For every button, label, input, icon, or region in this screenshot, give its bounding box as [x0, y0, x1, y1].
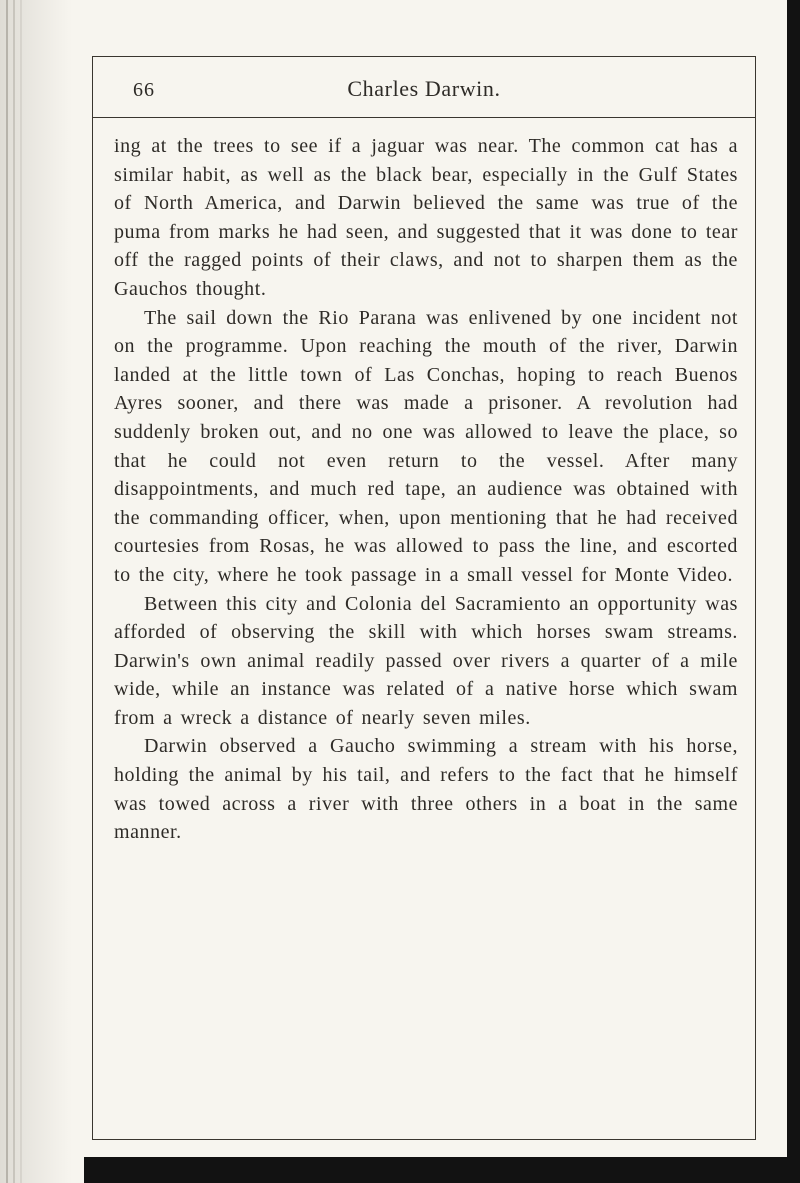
body-text — [93, 118, 755, 847]
scan-edge-right — [787, 0, 800, 1183]
paragraph: Between this city and Colonia del Sacramiento an opportunity was afforded of observing the skill with which horses swam streams. Darwin's own animal readily passed over rivers a quarter of a mile wide, while an instance was related of a native horse which swam from a wreck a distance of nearly seven miles. — [114, 592, 738, 729]
page-border-frame — [92, 56, 756, 1140]
paragraph: Darwin observed a Gaucho swimming a stream with his horse, holding the animal by his tail, and refers to the fact that he himself was towed across a river with three others in a boat in the same manner. — [114, 735, 738, 844]
page-number: 66 — [133, 79, 155, 101]
page-edge-line — [20, 0, 22, 1183]
page-header — [93, 73, 755, 117]
running-head: Charles Darwin. — [347, 76, 501, 101]
paragraph-continuation: ing at the trees to see if a jaguar was near. The common cat has a similar habit, as well as the black bear, especially in the Gulf States of North America, and Darwin believed the same was true of the puma from marks he had seen, and suggested that it was done to tear off the ragged points of their claws, and not to sharpen them as the Gauchos thought. — [114, 135, 738, 300]
page-edge-line — [6, 0, 8, 1183]
paragraph: The sail down the Rio Parana was enlivened by one incident not on the programme. Upon reaching the mouth of the river, Darwin landed at the little town of Las Conchas, hoping to reach Buenos Ayres sooner, and there was made a prisoner. A revolution had suddenly broken out, and no one was allowed to leave the place, so that he could not even return to the vessel. After many disappointments, and much red tape, an audience was obtained with the commanding officer, when, upon mentioning that he had received courtesies from Rosas, he was allowed to pass the line, and escorted to the city, where he took passage in a small vessel for Monte Video. — [114, 306, 738, 586]
page-edge-line — [13, 0, 15, 1183]
left-gutter-shadow — [0, 0, 72, 1183]
scan-edge-bottom — [84, 1157, 800, 1183]
